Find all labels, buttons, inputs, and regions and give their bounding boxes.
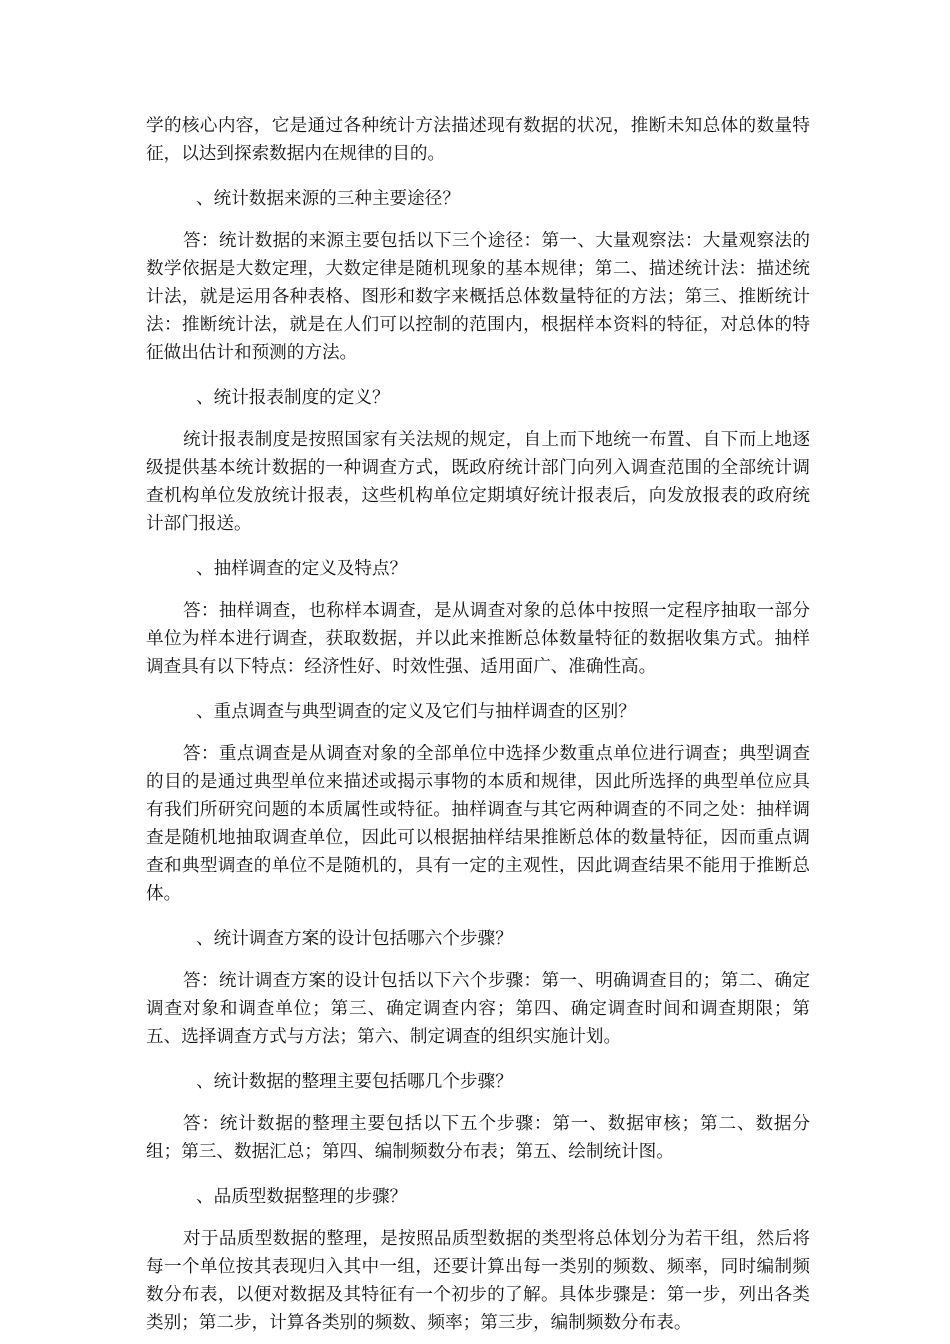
question-qualitative-data: 、品质型数据整理的步骤？ xyxy=(196,1187,408,1207)
answer-report-system: 统计报表制度是按照国家有关法规的规定，自上而下地统一布置、自下而上地逐级提供基本统计数据的一种调查方式，既政府统计部门向列入调查范围的全部统计调查机构单位发放统计报表，这些机构单位定期填好统计报表后，向发放报表的政府统计部门报送。 xyxy=(146,430,810,534)
answer-sampling-survey: 答：抽样调查，也称样本调查，是从调查对象的总体中按照一定程序抽取一部分单位为样本进行调查，获取数据，并以此来推断总体数量特征的数据收集方式。抽样调查具有以下特点：经济性好、时效性强、适用面广、准确性高。 xyxy=(146,601,810,677)
question-report-system: 、统计报表制度的定义？ xyxy=(196,388,390,408)
question-data-sources: 、统计数据来源的三种主要途径？ xyxy=(196,189,460,209)
question-sampling-survey: 、抽样调查的定义及特点？ xyxy=(196,559,408,579)
question-data-organization: 、统计数据的整理主要包括哪几个步骤？ xyxy=(196,1072,513,1092)
answer-data-organization: 答：统计数据的整理主要包括以下五个步骤：第一、数据审核；第二、数据分组；第三、数据汇总；第四、编制频数分布表；第五、绘制统计图。 xyxy=(146,1114,810,1162)
answer-key-typical-survey: 答：重点调查是从调查对象的全部单位中选择少数重点单位进行调查；典型调查的目的是通过典型单位来描述或揭示事物的本质和规律，因此所选择的典型单位应具有我们所研究问题的本质属性或特征。抽样调查与其它两种调查的不同之处：抽样调查是随机地抽取调查单位，因此可以根据抽样结果推断总体的数量特征，因而重点调查和典型调查的单位不是随机的，具有一定的主观性，因此调查结果不能用于推断总体。 xyxy=(146,744,810,904)
answer-qualitative-data: 对于品质型数据的整理，是按照品质型数据的类型将总体划分为若干组，然后将每一个单位按其表现归入其中一组，还要计算出每一类别的频数、频率，同时编制频数分布表，以便对数据及其特征有一个初步的了解。具体步骤是：第一步，列出各类类别；第二步，计算各类别的频数、频率；第三步，编制频数分布表。 xyxy=(146,1229,810,1333)
question-survey-design: 、统计调查方案的设计包括哪六个步骤？ xyxy=(196,929,513,949)
answer-data-sources: 答：统计数据的来源主要包括以下三个途径：第一、大量观察法：大量观察法的数学依据是大数定理，大数定律是随机现象的基本规律；第二、描述统计法：描述统计法，就是运用各种表格、图形和数字来概括总体数量特征的方法；第三、推断统计法：推断统计法，就是在人们可以控制的范围内，根据样本资料的特征，对总体的特征做出估计和预测的方法。 xyxy=(146,231,810,363)
answer-survey-design: 答：统计调查方案的设计包括以下六个步骤：第一、明确调查目的；第二、确定调查对象和调查单位；第三、确定调查内容；第四、确定调查时间和调查期限；第五、选择调查方式与方法；第六、制定调查的组织实施计划。 xyxy=(146,971,810,1047)
paragraph-intro: 学的核心内容，它是通过各种统计方法描述现有数据的状况，推断未知总体的数量特征，以达到探索数据内在规律的目的。 xyxy=(146,116,810,164)
document-page xyxy=(146,112,810,1337)
question-key-typical-survey: 、重点调查与典型调查的定义及它们与抽样调查的区别？ xyxy=(196,702,636,722)
